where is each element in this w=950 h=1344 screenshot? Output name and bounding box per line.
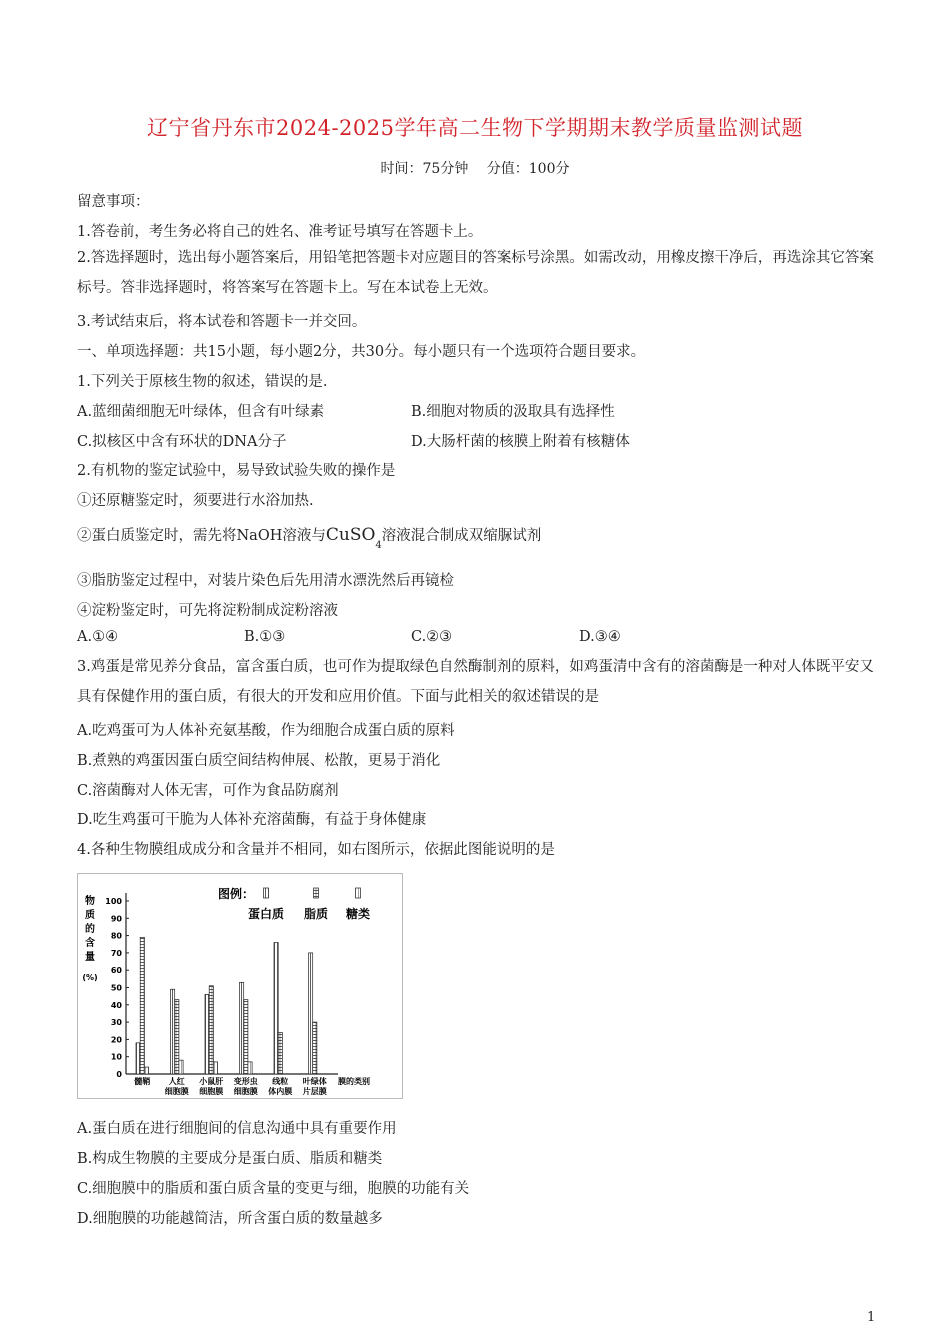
q3-option-a: A.吃鸡蛋可为人体补充氨基酸，作为细胞合成蛋白质的原料 — [77, 723, 455, 739]
x-tick-label-line2: 细胞膜 — [233, 1087, 258, 1096]
x-tick-label: 叶绿体 — [302, 1077, 327, 1086]
y-axis-label — [82, 894, 97, 982]
q2-option-a: A.①④ — [77, 629, 119, 645]
q2-statement-3: ③脂肪鉴定过程中，对装片染色后先用清水漂洗然后再镜检 — [77, 573, 454, 589]
y-label-char: 的 — [85, 924, 95, 935]
bar-脂质 — [175, 1000, 179, 1074]
notice-item-3: 3.考试结束后，将本试卷和答题卡一并交回。 — [77, 314, 367, 330]
y-tick-label: 10 — [110, 1052, 122, 1062]
q3-stem: 3.鸡蛋是常见养分食品，富含蛋白质，也可作为提取绿色自然酶制剂的原料，如鸡蛋清中含有的溶菌酶是一种对人体既平安又具有保健作用的蛋白质，有很大的开发和应用价值。下面与此相关的叙述错误的是 — [77, 659, 874, 705]
q2-stem: 2.有机物的鉴定试验中，易导致试验失败的操作是 — [77, 463, 396, 479]
q1-option-b: B.细胞对物质的汲取具有选择性 — [411, 404, 615, 420]
q3-option-d: D.吃生鸡蛋可干脆为人体补充溶菌酶，有益于身体健康 — [77, 812, 427, 828]
bar-脂质 — [209, 986, 213, 1074]
q2-statement-4: ④淀粉鉴定时，可先将淀粉制成淀粉溶液 — [77, 603, 338, 619]
bar-糖类 — [144, 1067, 148, 1074]
q2-s2-post: 溶液混合制成双缩脲试剂 — [381, 528, 542, 544]
q2-option-d: D.③④ — [579, 629, 621, 645]
bar-蛋白质 — [136, 1043, 140, 1074]
cuso4-formula: CuSO — [325, 525, 376, 545]
q4-option-d: D.细胞膜的功能越简洁，所含蛋白质的数量越多 — [77, 1211, 383, 1227]
notice-heading: 留意事项： — [77, 194, 150, 210]
y-label-unit: (%) — [82, 973, 98, 982]
bar-糖类 — [179, 1060, 183, 1074]
q1-option-d: D.大肠杆菌的核膜上附着有核糖体 — [411, 434, 630, 450]
y-label-char: 含 — [85, 938, 95, 949]
chart-bars — [136, 937, 317, 1074]
legend-swatch — [356, 888, 361, 898]
chart-axes — [105, 893, 370, 1096]
notice-item-2: 2.答选择题时，选出每小题答案后，用铅笔把答题卡对应题目的答案标号涂黑。如需改动，用橡皮擦干净后，再选涂其它答案标号。答非选择题时，将答案写在答题卡上。写在本试卷上无效。 — [77, 250, 874, 296]
x-tick-label-line2: 细胞膜 — [164, 1087, 189, 1096]
cuso4-subscript: 4 — [375, 540, 382, 551]
legend-title: 图例： — [218, 887, 255, 901]
y-tick-label: 20 — [110, 1035, 122, 1045]
q4-option-b: B.构成生物膜的主要成分是蛋白质、脂质和糖类 — [77, 1151, 383, 1167]
q2-statement-1: ①还原糖鉴定时，须要进行水浴加热. — [77, 493, 314, 509]
x-tick-label: 髓鞘 — [134, 1077, 151, 1086]
x-axis-label: 膜的类别 — [338, 1077, 370, 1086]
y-label-char: 量 — [85, 952, 95, 963]
x-tick-label-line2: 片层膜 — [302, 1087, 327, 1096]
y-tick-label: 70 — [110, 948, 122, 958]
x-tick-label: 线粒 — [272, 1077, 289, 1086]
q2-statement-2 — [77, 524, 542, 551]
y-tick-label: 90 — [110, 914, 122, 924]
legend-label: 糖类 — [345, 907, 371, 921]
y-tick-label: 30 — [110, 1018, 122, 1028]
y-tick-label: 80 — [110, 931, 122, 941]
section-heading: 一、单项选择题：共15小题，每小题2分，共30分。每小题只有一个选项符合题目要求。 — [77, 344, 646, 360]
x-tick-label: 变形虫 — [233, 1077, 258, 1086]
y-tick-label: 60 — [110, 966, 122, 976]
bar-糖类 — [213, 1062, 217, 1074]
x-tick-label-line2: 细胞膜 — [199, 1087, 224, 1096]
y-tick-label: 40 — [110, 1000, 122, 1010]
time-score: 时间：75分钟 分值：100分 — [380, 161, 570, 177]
q3-option-c: C.溶菌酶对人体无害，可作为食品防腐剂 — [77, 783, 339, 799]
y-tick-label: 50 — [110, 983, 122, 993]
q3-option-b: B.煮熟的鸡蛋因蛋白质空间结构伸展、松散，更易于消化 — [77, 753, 441, 769]
legend-label: 脂质 — [303, 907, 329, 921]
bar-脂质 — [140, 937, 144, 1074]
legend-label: 蛋白质 — [247, 907, 285, 921]
q1-option-c: C.拟核区中含有环状的DNA分子 — [77, 434, 287, 450]
bar-蛋白质 — [274, 943, 278, 1074]
x-tick-label: 人红 — [168, 1077, 185, 1086]
bar-糖类 — [248, 1062, 252, 1074]
membrane-composition-chart — [77, 873, 403, 1099]
bar-蛋白质 — [171, 989, 175, 1074]
exam-title: 辽宁省丹东市2024-2025学年高二生物下学期期末教学质量监测试题 — [147, 116, 803, 140]
y-tick-label: 0 — [116, 1070, 122, 1079]
q2-s2-pre: ②蛋白质鉴定时，需先将NaOH溶液与 — [77, 528, 326, 544]
q4-option-c: C.细胞膜中的脂质和蛋白质含量的变更与细，胞膜的功能有关 — [77, 1181, 470, 1197]
x-tick-label: 小鼠肝 — [199, 1077, 224, 1086]
chart-svg — [78, 874, 402, 1098]
chart-legend — [218, 886, 370, 921]
notice-item-1: 1.答卷前，考生务必将自己的姓名、准考证号填写在答题卡上。 — [77, 224, 483, 240]
bar-脂质 — [244, 1000, 248, 1074]
q1-option-a: A.蓝细菌细胞无叶绿体，但含有叶绿素 — [77, 404, 325, 420]
q2-option-b: B.①③ — [244, 629, 286, 645]
y-label-char: 质 — [85, 910, 95, 921]
q4-option-a: A.蛋白质在进行细胞间的信息沟通中具有重要作用 — [77, 1121, 397, 1137]
page-number: 1 — [867, 1310, 876, 1325]
x-tick-label-line2: 体内膜 — [268, 1087, 293, 1096]
bar-蛋白质 — [309, 953, 313, 1074]
bar-蛋白质 — [205, 994, 209, 1074]
legend-swatch — [314, 888, 319, 898]
bar-蛋白质 — [240, 982, 244, 1074]
q2-option-c: C.②③ — [411, 629, 453, 645]
legend-swatch — [264, 888, 269, 898]
y-tick-label: 100 — [105, 897, 122, 906]
q4-stem: 4.各种生物膜组成成分和含量并不相同，如右图所示，依据此图能说明的是 — [77, 842, 555, 858]
bar-脂质 — [313, 1022, 317, 1074]
y-label-char: 物 — [85, 896, 95, 907]
bar-脂质 — [278, 1032, 282, 1074]
q1-stem: 1.下列关于原核生物的叙述，错误的是. — [77, 374, 328, 390]
